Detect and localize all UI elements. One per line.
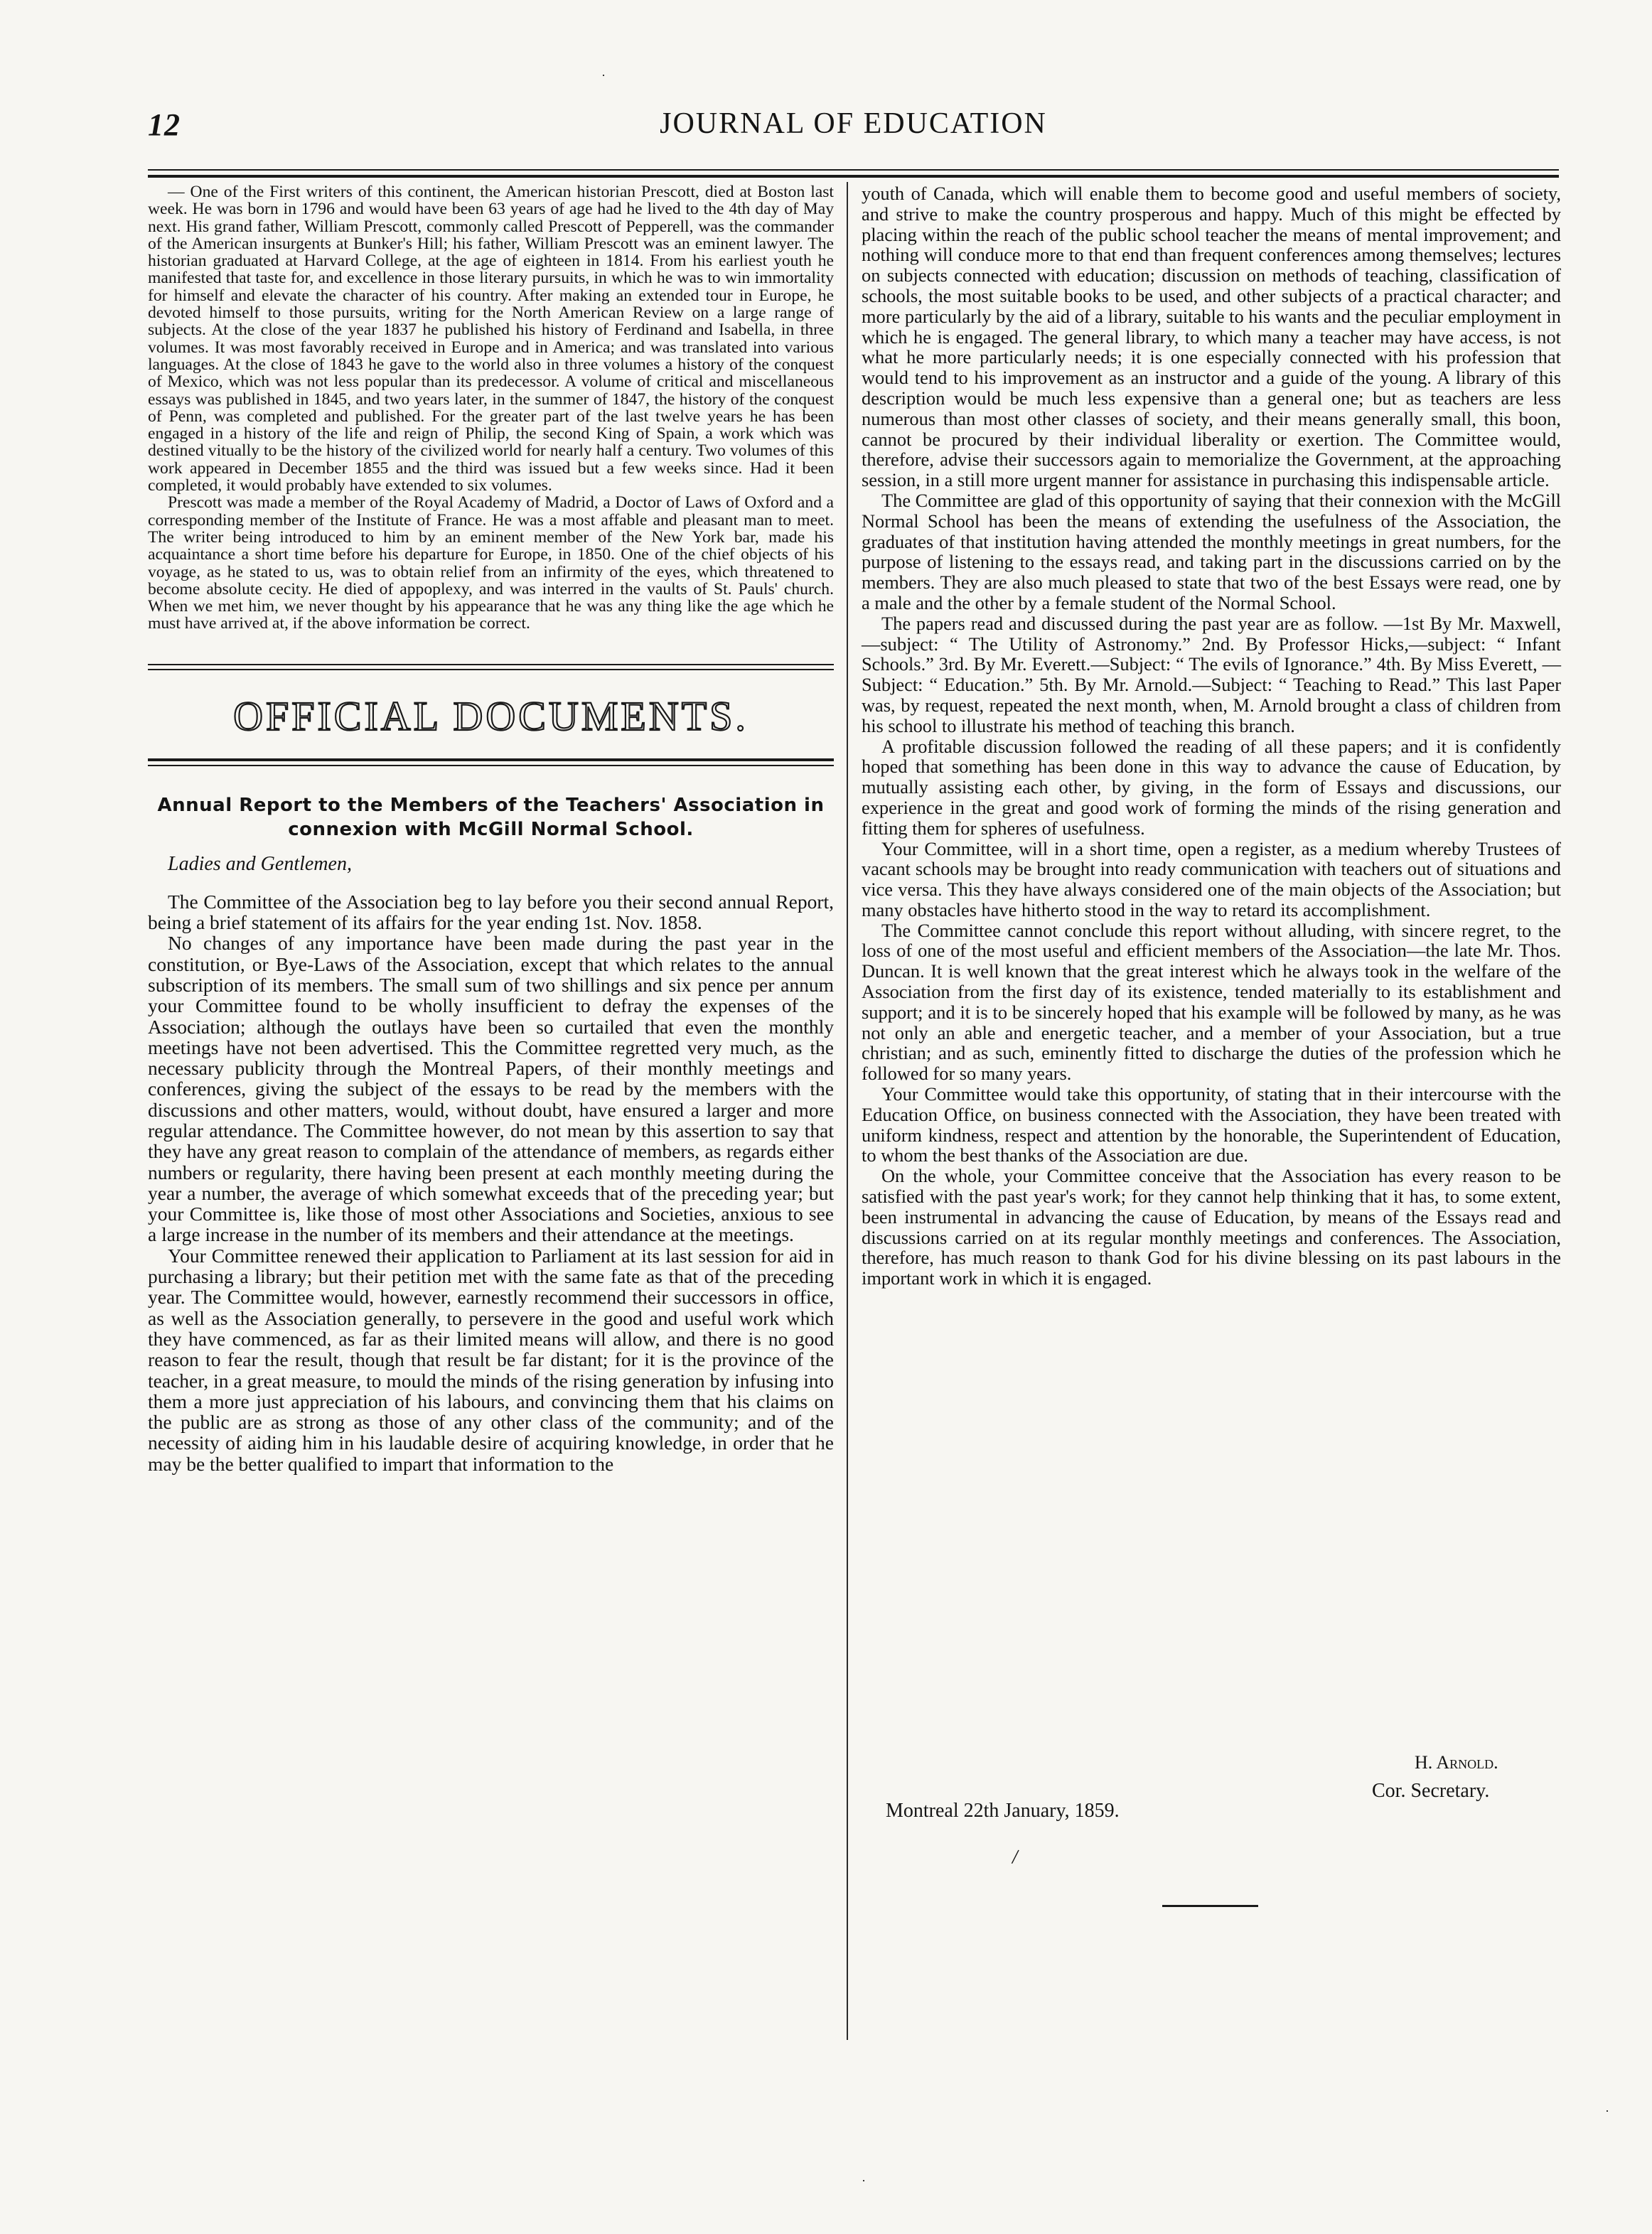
margin-speck: · — [1605, 2104, 1609, 2118]
right-column — [862, 183, 1561, 1289]
signature-title: Cor. Secretary. — [1372, 1780, 1490, 1802]
report-paragraph-9: Your Committee would take this opportunity, of stating that in their intercourse with the Education Office, on business connected with the Association, they have been treated with uniform kindness, respect and attention by the honorable, the Superintendent of Education, to whom the best thanks of the Association are due. — [862, 1083, 1561, 1166]
report-paragraph-4: The Committee are glad of this opportunity of saying that their connexion with the McGill Normal School has been the means of extending the usefulness of the Association, the graduates of that institution having attended the monthly meetings in great numbers, for the purpose of listening to the essays read, and taking part in the discussions carried on by the members. They are also much pleased to state that two of the best Essays were read, one by a male and the other by a female student of the Normal School. — [862, 489, 1561, 613]
report-paragraph-2: No changes of any importance have been made during the past year in the constitution, or Bye-Laws of the Association, except that which relates to the annual subscription of its members. The small sum of two shillings and six pence per annum your Committee found to be wholly insufficient to defray the expenses of the Association; although the outlays have been so curtailed that even the monthly meetings have not been advertised. This the Committee regretted very much, as the necessary publicity through the Montreal Papers, of their monthly meetings and conferences, giving the subject of the essays to be read by the members with the discussions and other matters, would, without doubt, have ensured a larger and more regular attendance. The Committee however, do not mean by this assertion to say that they have any great reason to complain of the attendance of members, as regards either numbers or regularity, there having been present at each monthly meeting during the year a number, the average of which somewhat exceeds that of the preceding year; but your Committee is, like those of most other Associations and Societies, anxious to see a large increase in the number of its members and their attendance at the meetings. — [148, 932, 834, 1246]
report-paragraph-6: A profitable discussion followed the reading of all these papers; and it is confidently hoped that something has been done in this way to advance the cause of Education, by mutually assisting each other, by giving, in the form of Essays and discussions, our experience in the great and good work of forming the minds of the rising generation and fitting them for spheres of usefulness. — [862, 735, 1561, 839]
report-paragraph-3: Your Committee renewed their application to Parliament at its last session for aid in purchasing a library; but their petition met with the same fate as that of the preceding year. The Committee would, however, earnestly recommend their successors in office, as well as the Association generally, to persevere in the good and useful work which they have commenced, as far as their limited means will allow, and there is no good reason to fear the result, though that result be far distant; for it is the province of the teacher, in a great measure, to mould the minds of the rising generation by infusing into them a more just appreciation of his labours, and convincing them that his claims on the public are as strong as those of any other class of the community; and of the necessity of aiding him in his laudable desire of acquiring knowledge, in order that he may be the better qualified to impart that information to the — [148, 1244, 834, 1475]
header-rule-thick — [148, 175, 1559, 178]
stray-pen-mark: / — [1010, 1844, 1020, 1869]
salutation: Ladies and Gentlemen, — [168, 852, 352, 875]
journal-title: JOURNAL OF EDUCATION — [660, 107, 1047, 140]
report-paragraph-7: Your Committee, will in a short time, open a register, as a medium whereby Trustees of vacant schools may be brought into ready communication with teachers out of situations and vice versa. This they have always considered one of the main objects of the Association; but many obstacles have hitherto stood in the way to retard its accomplishment. — [862, 837, 1561, 920]
column-divider — [847, 182, 848, 2040]
obituary-paragraph-1: — One of the First writers of this continent, the American historian Prescott, died at Boston last week. He was born in 1796 and would have been 63 years of age had he lived to the 4th day of May next. His grand father, William Prescott, commonly called Prescott of Pepperell, was the commander of the American insurgents at Bunker's Hill; his father, William Prescott was an eminent lawyer. The historian graduated at Harvard College, at the age of eighteen in 1814. From his earliest youth he manifested that taste for, and excellence in those literary pursuits, in which he was to win immortality for himself and elevate the character of his country. After making an extended tour in Europe, he devoted himself to those pursuits, writing for the North American Review on a large range of subjects. At the close of the year 1837 he published his history of Ferdinand and Isabella, in three volumes. It was most favorably received in Europe and in America; and was translated into various languages. At the close of 1843 he gave to the world also in three volumes a history of the conquest of Mexico, which was not less popular than its predecessor. A volume of critical and miscellaneous essays was published in 1845, and two years later, in the summer of 1847, the history of the conquest of Penn, was completed and published. For the greater part of the last twelve years he has been engaged in a history of the life and reign of Philip, the second King of Spain, a work which was destined vitually to be the history of the civilized world for nearly half a century. Two volumes of this work appeared in December 1855 and the third was issued but a few weeks since. Had it been completed, it would probably have extended to six volumes. — [148, 183, 834, 495]
report-paragraph-1: The Committee of the Association beg to lay before you their second annual Report, being a brief statement of its affairs for the year ending 1st. Nov. 1858. — [148, 890, 834, 934]
report-paragraph-8: The Committee cannot conclude this report without alluding, with sincere regret, to the loss of one of the most useful and efficient members of the Association—the late Mr. Thos. Duncan. It is well known that the great interest which he always took in the welfare of the Association from the first day of its existence, tended materially to its establishment and support; and it is to be sincerely hoped that his example will be followed by many, as he was not only an able and energetic teacher, and a member of your Association, but a true christian; and as such, eminently fitted to discharge the duties of the profession which he followed for so many years. — [862, 919, 1561, 1085]
report-paragraph-10: On the whole, your Committee conceive that the Association has every reason to be satisfied with the past year's work; for they cannot help thinking that it has, to some extent, been instrumental in advancing the cause of Education, by means of the Essays read and discussions carried on at its regular monthly meetings and conferences. The Association, therefore, has much reason to thank God for his divine blessing on its past labours in the important work in which it is engaged. — [862, 1165, 1561, 1289]
report-title: Annual Report to the Members of the Teachers' Association in connexion with McGill Normal School. — [157, 794, 825, 840]
signature-name: H. Arnold. — [1415, 1752, 1498, 1773]
page-number: 12 — [148, 107, 181, 142]
running-head — [148, 107, 1559, 142]
margin-speck: · — [862, 2174, 866, 2188]
dateline: Montreal 22th January, 1859. — [886, 1800, 1120, 1822]
section-heading: OFFICIAL DOCUMENTS. — [233, 692, 749, 739]
margin-speck: · — [601, 68, 606, 82]
signature-block — [1372, 1749, 1498, 1805]
report-continuation: youth of Canada, which will enable them to become good and useful members of society, and strive to make the country prosperous and happy. Much of this might be effected by placing within the reach of the public school teacher the means of mental improvement; and nothing will conduce more to that end than frequent conferences among themselves; lectures on subjects connected with education; discussion on methods of teaching, classification of schools, the most suitable books to be used, and other subjects of a practical character; and more particularly by the aid of a library, suitable to his wants and the peculiar employment in which he is engaged. The general library, to which many a teacher may have access, is not what he more particularly needs; it is one especially connected with his profession that would tend to his improvement as an instructor and a guide of the young. A library of this description would be much less expensive than a general one; but as teachers are less numerous than most other classes of society, and their means generally small, this boon, cannot be procured by their individual liberality or exertion. The Committee would, therefore, advise their successors again to memorialize the Government, at the approaching session, in a still more urgent manner for assistance in purchasing this indispensable article. — [862, 183, 1561, 491]
report-body-left — [148, 891, 834, 1474]
header-rule-thin — [148, 169, 1559, 171]
left-column — [148, 183, 834, 1474]
end-rule — [1162, 1905, 1258, 1907]
obituary-paragraph-2: Prescott was made a member of the Royal Academy of Madrid, a Doctor of Laws of Oxford and a corresponding member of the Institute of France. He was a most affable and pleasant man to meet. The writer being introduced to him by an eminent member of the New York bar, made his acquaintance a short time before his departure for Europe, in 1850. One of the chief objects of his voyage, as he stated to us, was to obtain relief from an infirmity of the eyes, which threatened to become absolute cecity. He died of appoplexy, and was interred in the vaults of St. Pauls' church. When we met him, we never thought by his appearance that he was any thing like the age which he must have arrived at, if the above information be correct. — [148, 493, 834, 633]
report-paragraph-5: The papers read and discussed during the past year are as follow. —1st By Mr. Maxwell,—subject: “ The Utility of Astronomy.” 2nd. By Professor Hicks,—subject: “ Infant Schools.” 3rd. By Mr. Everett.—Subject: “ The evils of Ignorance.” 4th. By Miss Everett, —Subject: “ Education.” 5th. By Mr. Arnold.—Subject: “ Teaching to Read.” This last Paper was, by request, repeated the next month, when, M. Arnold brought a class of children from his school to illustrate his method of teaching this branch. — [862, 612, 1561, 736]
